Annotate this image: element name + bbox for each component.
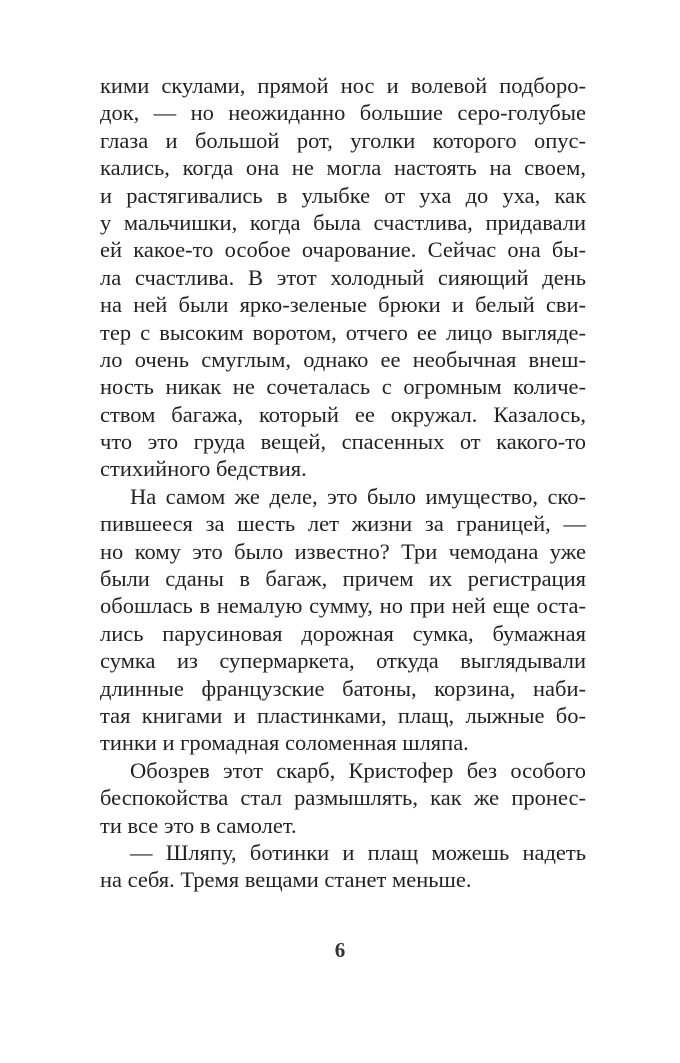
text-line: Обозрев этот скарб, Кристофер без особого: [130, 757, 586, 783]
text-line: что это груда вещей, спасенных от какого-то: [100, 429, 586, 455]
text-line: и растягивались в улыбке от уха до уха, как: [100, 182, 586, 208]
text-line: кались, когда она не могла настоять на своем,: [100, 155, 586, 181]
page-number: 6: [334, 938, 346, 962]
text-line: ла счастлива. В этот холодный сияющий день: [100, 264, 586, 290]
text-line: беспокойства стал размышлять, как же пронес-: [100, 785, 586, 811]
text-line: на ней были ярко-зеленые брюки и белый сви-: [100, 292, 586, 318]
text-line: тер с высоким воротом, отчего ее лицо выгляде-: [100, 319, 586, 345]
text-line: ность никак не сочеталась с огромным количе-: [100, 374, 586, 400]
text-line: у мальчишки, когда была счастлива, придавали: [100, 209, 586, 235]
text-line: обошлась в немалую сумму, но при ней еще оста-: [100, 593, 586, 619]
text-line: ством багажа, который ее окружал. Казалось,: [100, 401, 586, 427]
text-line: тая книгами и пластинками, плащ, лыжные бо-: [100, 702, 586, 728]
text-line: но кому это было известно? Три чемодана уже: [100, 538, 586, 564]
text-line: пившееся за шесть лет жизни за границей, —: [100, 511, 586, 537]
text-line: длинные французские батоны, корзина, наби-: [100, 675, 586, 701]
text-line: сумка из супермаркета, откуда выглядывали: [100, 648, 586, 674]
text-line: лись парусиновая дорожная сумка, бумажная: [100, 620, 586, 646]
text-line: На самом же деле, это было имущество, ско-: [130, 483, 586, 509]
text-line: ло очень смуглым, однако ее необычная внеш-: [100, 346, 586, 372]
text-line: стихийного бедствия.: [100, 456, 307, 482]
text-line: док, — но неожиданно большие серо-голубые: [100, 100, 586, 126]
text-line: ти все это в самолет.: [100, 812, 297, 838]
text-line: — Шляпу, ботинки и плащ можешь надеть: [130, 839, 586, 865]
body-text: [100, 72, 586, 894]
text-line: глаза и большой рот, уголки которого опус-: [100, 127, 586, 153]
text-line: были сданы в багаж, причем их регистрация: [100, 566, 586, 592]
text-line: на себя. Тремя вещами станет меньше.: [100, 867, 472, 893]
text-line: кими скулами, прямой нос и волевой подборо-: [100, 73, 586, 98]
text-line: тинки и громадная соломенная шляпа.: [100, 730, 469, 756]
text-line: ей какое-то особое очарование. Сейчас она бы-: [100, 237, 586, 263]
